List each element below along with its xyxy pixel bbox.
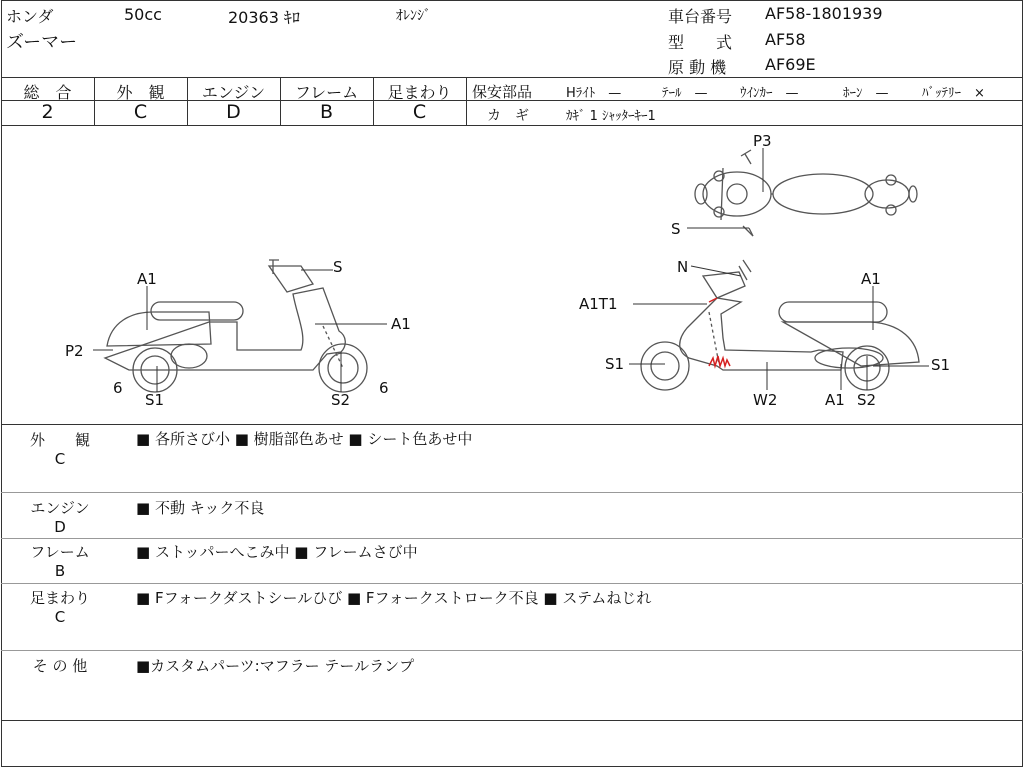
color: ｵﾚﾝｼﾞ	[396, 8, 431, 24]
grade-suspension-label: 足まわり	[387, 83, 452, 102]
section-other-text: ■カスタムパーツ:マフラー テールランプ	[136, 657, 415, 675]
section-line-5	[1, 720, 1023, 721]
grade-engine-label: エンジン	[201, 83, 266, 102]
grade-suspension-value: C	[412, 101, 427, 123]
label-left-s2: S2	[331, 391, 351, 409]
engine-value: AF69E	[765, 55, 816, 74]
section-suspension-label: 足まわり	[29, 589, 90, 607]
section-suspension-text: ■ Fフォークダストシールひび ■ Fフォークストローク不良 ■ ステムねじれ	[136, 589, 652, 607]
label-right-w2: W2	[753, 391, 778, 409]
section-exterior-label: 外 観	[29, 431, 90, 449]
label-left-a1-front: A1	[391, 315, 411, 333]
label-right-p3: P3	[753, 132, 772, 150]
mileage: 20363 ｷﾛ	[228, 8, 300, 27]
section-engine-text: ■ 不動 キック不良	[136, 499, 265, 517]
label-left-6-rear: 6	[113, 379, 123, 397]
section-suspension-grade: C	[54, 608, 66, 626]
grade-exterior-value: C	[133, 101, 148, 123]
grade-frame-label: フレーム	[294, 83, 359, 102]
engine-label: 原 動 機	[668, 58, 727, 77]
model-name: ズーマー	[6, 32, 78, 53]
section-frame-grade: B	[54, 562, 66, 580]
label-right-s-top: S	[671, 220, 681, 238]
section-top-line	[1, 424, 1023, 425]
grade-divider-5	[466, 77, 467, 125]
safety-headlight: Hﾗｲﾄ —	[566, 86, 622, 101]
grade-frame-value: B	[319, 101, 334, 123]
grade-engine-value: D	[226, 101, 241, 123]
safety-battery: ﾊﾞｯﾃﾘｰ ×	[922, 86, 985, 101]
label-right-s2: S2	[857, 391, 877, 409]
section-frame-label: フレーム	[30, 543, 90, 561]
label-right-n: N	[677, 258, 689, 276]
label-left-6-front: 6	[379, 379, 389, 397]
section-exterior-grade: C	[54, 450, 66, 468]
label-right-a1-seat: A1	[861, 270, 881, 288]
maker: ホンダ	[6, 7, 54, 26]
frame-no: AF58-1801939	[765, 4, 883, 23]
grade-top-line	[1, 77, 1023, 78]
label-left-s1: S1	[145, 391, 165, 409]
scooter-top-view	[695, 150, 917, 236]
section-engine-label: エンジン	[30, 499, 90, 517]
safety-winker: ｳｲﾝｶｰ —	[740, 86, 799, 101]
label-right-s1-front: S1	[605, 355, 625, 373]
type-value: AF58	[765, 30, 806, 49]
section-frame-text: ■ ストッパーへこみ中 ■ フレームさび中	[136, 543, 418, 561]
section-line-1	[1, 492, 1023, 493]
grade-total-value: 2	[41, 101, 54, 123]
section-line-3	[1, 583, 1023, 584]
frame-no-label: 車台番号	[668, 7, 733, 26]
grade-exterior-label: 外 観	[116, 83, 165, 102]
displacement: 50cc	[124, 5, 162, 24]
section-line-4	[1, 650, 1023, 651]
safety-tail: ﾃｰﾙ —	[662, 86, 708, 101]
safety-horn: ﾎｰﾝ —	[843, 86, 889, 101]
label-left-s: S	[333, 258, 343, 276]
grade-total-label: 総 合	[23, 83, 72, 102]
section-other-label: そ の 他	[32, 657, 88, 675]
section-engine-grade: D	[54, 518, 66, 536]
label-right-a1-body: A1	[825, 391, 845, 409]
section-exterior-text: ■ 各所さび小 ■ 樹脂部色あせ ■ シート色あせ中	[136, 430, 473, 448]
label-left-p2: P2	[65, 342, 84, 360]
label-right-s1-rear: S1	[931, 356, 951, 374]
label-right-a1t1: A1T1	[579, 295, 618, 313]
label-left-a1-seat: A1	[137, 270, 157, 288]
safety-label: 保安部品	[472, 83, 533, 101]
type-label: 型 式	[668, 33, 733, 52]
key-text: ｶｷﾞ 1 ｼｬｯﾀｰｷｰ1	[566, 109, 656, 124]
section-line-2	[1, 538, 1023, 539]
key-label: カ ギ	[487, 108, 529, 124]
damage-diagram	[1, 126, 1023, 424]
